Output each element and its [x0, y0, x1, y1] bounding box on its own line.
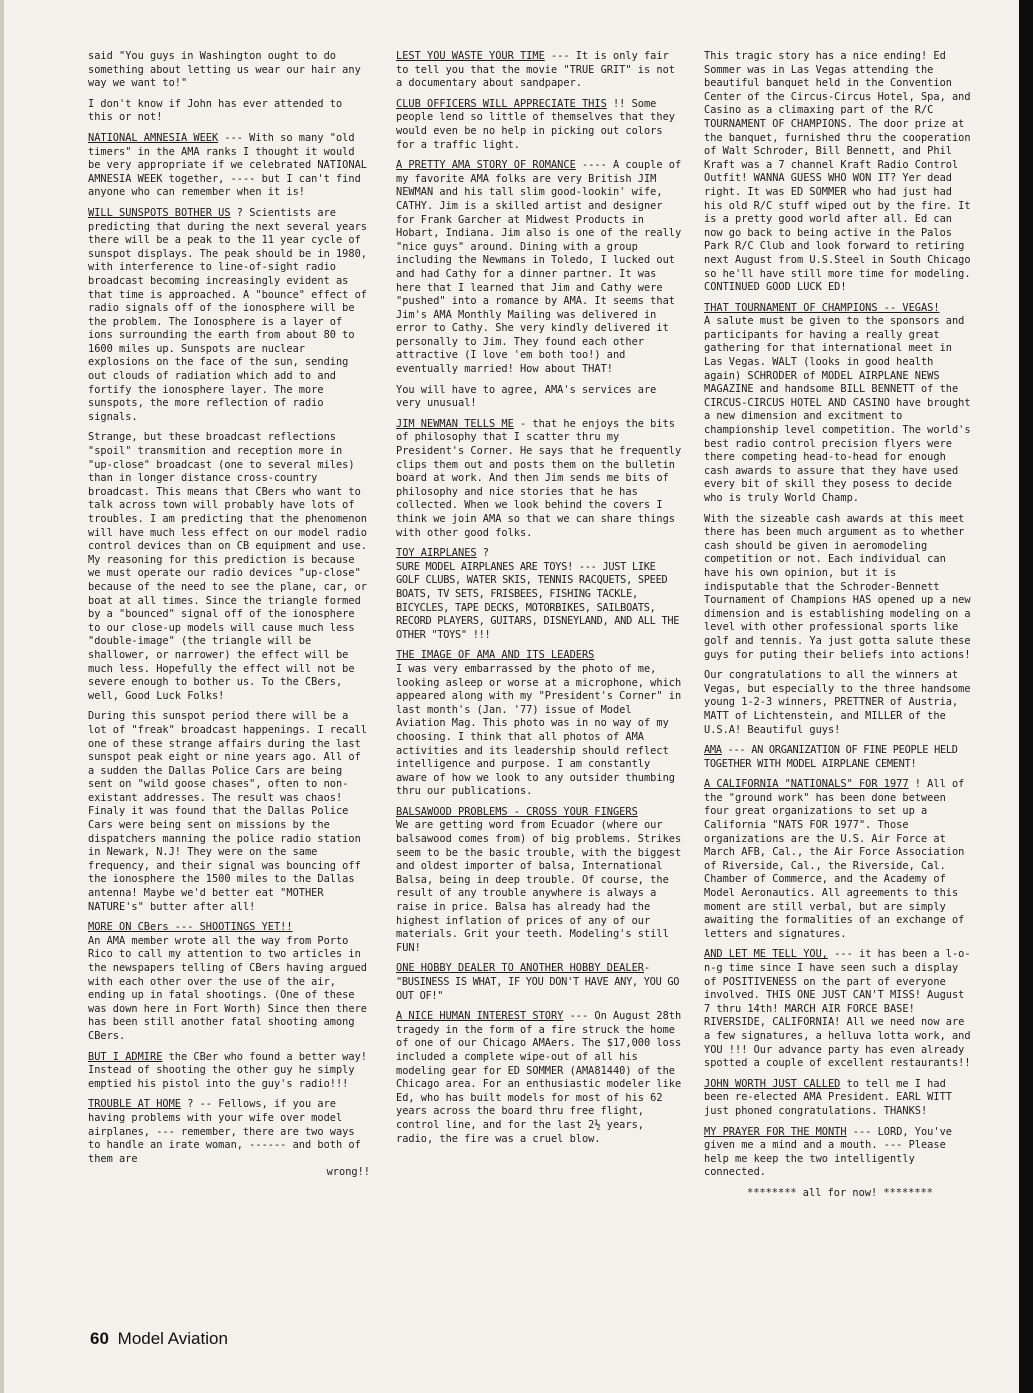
heading-balsawood: BALSAWOOD PROBLEMS - CROSS YOUR FINGERS	[396, 805, 638, 818]
cash-awards-paragraph: With the sizeable cash awards at this meet there has been much argument as to whether cash should be given in aeromodeling competition or not. Each individual can have his own opinion, but it is indisputable that the Schroder-Bennett Tournament of Champions HAS opened up a new dimension and is establishing modeling on a level with other professional sports like golf and tennis. Ya just gotta salute these guys for puting their beliefs into actions!	[704, 512, 971, 661]
toy-airplanes-body: SURE MODEL AIRPLANES ARE TOYS! --- JUST LIKE GOLF CLUBS, WATER SKIS, TENNIS RACQUETS, SPEED BOATS, TV SETS, FRISBEES, FISHING TACKLE, BICYCLES, TAPE DECKS, MOTORBIKES, SAILBOATS, RECORD PLAYERS, GUITARS, DISNEYLAND, AND ALL THE OTHER "TOYS" !!!	[396, 560, 680, 641]
section-amnesia-week	[88, 132, 370, 200]
dallas-police-paragraph: During this sunspot period there will be a lot of "freak" broadcast happenings. I recall one of these strange affairs during the last sunspot peak eight or nine years ago. All of a sudden the Dallas Police Cars are being sent on "wild goose chases", often to non-existant addresses. The result was chaos! Finaly it was found that the Dallas Police Cars were being sent on missions by the dispatchers manning the police radio station in Newark, N.J! They were on the same frequency, and their signal was bouncing off the ionosphere the 1500 miles to the Dallas antenna! Maybe we'd better eat "MOTHER NATURE's" butter after all!	[88, 710, 367, 913]
john-worth-body: to tell me I had been re-elected AMA President. EARL WITT just phoned congratulations. THANKS!	[704, 1077, 952, 1117]
sunspots-body: ? Scientists are predicting that during the next several years there will be a peak to the 11 year cycle of sunspot displays. The peak should be in 1980, with interference to line-of-sight radio broadcast becoming increasingly evident as that time is approached. A "bounce" effect of radio signals off of the ionosphere will be the problem. The Ionosphere is a layer of ions surrounding the earth from about 80 to 1600 miles up. Sunspots are nuclear explosions on the face of the sun, sending out clouds of radiation which add to and fortify the ionosphere layer. The more sunspots, the more reflection of radio signals.	[88, 206, 367, 423]
trouble-at-home-body: ? -- Fellows, if you are having problems with your wife over model airplanes, --- remember, there are two ways to handle an irate woman, ------ and both of them are	[88, 1098, 361, 1165]
human-interest-body: --- On August 28th tragedy in the form of a fire struck the home of one of our Chicago AMAers. The $17,000 loss included a complete wipe-out of all his modeling gear for ED SOMMER (AMA81440) of the Chicago area. For an enthusiastic modeler like Ed, who has built models for most of his 62 years across the board thru free flight, control line, and for the last 2½ years, radio, the fire was a cruel blow.	[396, 1010, 682, 1145]
section-image-of-ama	[396, 649, 682, 799]
admire-cber-body: the CBer who found a better way! Instead of shooting the other guy he simply emptied his pistol into the guy's radio!!!	[88, 1050, 367, 1090]
amnesia-week-body: --- With so many "old timers" in the AMA ranks I thought it would be very appropriate if we celebrated NATIONAL AMNESIA WEEK together, ---- but I can't find anyone who can remember when it is!	[88, 131, 367, 199]
ama-organization-body: --- AN ORGANIZATION OF FINE PEOPLE HELD TOGETHER WITH MODEL AIRPLANE CEMENT!	[704, 744, 958, 770]
tournament-of-champions-body: A salute must be given to the sponsors and participants for having a really great gathering for that international meet in Las Vegas. WALT (looks in good health again) SCHRODER of MODEL AIRPLANE NEWS MAGAZINE and handsome BILL BENNETT of the CIRCUS-CIRCUS HOTEL AND CASINO have brought a new dimension and excitment to championship level competition. The world's best radio control precision flyers were there competing head-to-head for enough cash awards to assure that they have used every bit of skill they posess to decide who is truly World Champ.	[704, 315, 971, 504]
heading-amnesia-week: NATIONAL AMNESIA WEEK	[88, 131, 219, 144]
heading-club-officers: CLUB OFFICERS WILL APPRECIATE THIS	[396, 97, 607, 110]
romance-body: ---- A couple of my favorite AMA folks are very British JIM NEWMAN and his tall slim good-lookin' wife, CATHY. Jim is a skilled artist and designer for Frank Garcher at Midwest Products in Hobart, Indiana. Jim also is one of the really "nice guys" around. Dining with a group including the Newmans in Toledo, I lucked out and had Cathy for a dinner partner. It was here that I learned that Jim and Cathy were "pushed" into a romance by AMA. It seems that Jim's AMA Monthly Mailing was delivered in error to Cathy. She very kindly delivered it personally to Jim. They found each other attractive (I love 'em both too!) and eventually married! How about THAT!	[396, 159, 682, 376]
section-ama-organization	[704, 744, 976, 771]
broadcast-reflections-paragraph: Strange, but these broadcast reflections "spoil" transmition and reception more in "up-close" broadcast (one to several miles) than in longer distance cross-country broadcast. This means that CBers who want to talk across town will probably have lots of troubles. I am predicting that the phenomenon will have much less effect on our model radio control devices than on CB equipment and use. My reasoning for this prediction is because we must operate our radio devices "up-close" because of the need to see the plane, car, or boat at all times. Since the triangle formed by a "bounced" signal off of the ionosphere to our close-up models will cause much less "double-image" (the triangle will be shallower, or narrower) the effect will be much less. Hopefully the effect will not be severe enough to bother us. To the CBers, well, Good Luck Folks!	[88, 431, 367, 702]
section-toy-airplanes	[396, 547, 682, 642]
section-jim-newman	[396, 418, 682, 540]
page-footer	[90, 1329, 228, 1349]
heading-jim-newman: JIM NEWMAN TELLS ME	[396, 417, 514, 430]
attended-paragraph: I don't know if John has ever attended to this or not!	[88, 97, 343, 124]
section-club-officers	[396, 98, 682, 152]
heading-toy-airplanes: TOY AIRPLANES	[396, 547, 477, 560]
heading-tournament-of-champions: THAT TOURNAMENT OF CHAMPIONS -- VEGAS!	[704, 301, 940, 314]
heading-romance: A PRETTY AMA STORY OF ROMANCE	[396, 159, 576, 172]
toy-airplanes-question: ?	[476, 547, 489, 560]
heading-prayer: MY PRAYER FOR THE MONTH	[704, 1125, 847, 1138]
section-cbers-shootings	[88, 921, 370, 1043]
section-balsawood	[396, 806, 682, 956]
hobby-dealer-dash: -	[643, 962, 651, 975]
section-sunspots	[88, 207, 370, 425]
column-right	[704, 50, 976, 1201]
image-of-ama-body: I was very embarrassed by the photo of me, looking asleep or worse at a microphone, which appeared along with my "President's Corner" in last month's (Jan. '77) issue of Model Aviation Mag. This photo was in no way of my choosing. I think that all photos of AMA activities and its leadership should reflect intelligence and purpose. I am constantly aware of how we look to any outsider thumbing thru our publications.	[396, 662, 682, 798]
section-california-nationals	[704, 778, 976, 941]
section-hobby-dealer	[396, 962, 682, 1003]
heading-admire-cber: BUT I ADMIRE	[88, 1050, 163, 1063]
section-admire-cber	[88, 1051, 370, 1092]
heading-john-worth: JOHN WORTH JUST CALLED	[704, 1077, 841, 1090]
heading-image-of-ama: THE IMAGE OF AMA AND ITS LEADERS	[396, 649, 595, 662]
prayer-body: --- LORD, You've given me a mind and a mouth. --- Please help me keep the two intelligently connected.	[704, 1125, 952, 1179]
section-trouble-at-home	[88, 1098, 370, 1180]
cbers-shootings-body: An AMA member wrote all the way from Porto Rico to call my attention to two articles in the newspapers telling of CBers having argued with each other over the use of the air, ending up in fatal shootings. (One of these was down here in Fort Worth) Since then there has been still another fatal shooting among CBers.	[88, 934, 367, 1042]
heading-ama-organization: AMA	[704, 744, 722, 757]
column-middle	[396, 50, 682, 1153]
section-romance	[396, 159, 682, 377]
california-nationals-body: ! All of the "ground work" has been done between four great organizations to set up a California "NATS FOR 1977". Those organizations are the U.S. Air Force at March AFB, Cal., the Air Force Association of Riverside, Cal., the Riverside, Cal. Chamber of Commerce, and the Academy of Model Aeronautics. All agreements to this moment are still verbal, but are simply awaiting the formalities of an exchange of letters and signatures.	[704, 778, 965, 940]
section-john-worth	[704, 1078, 976, 1119]
heading-hobby-dealer: ONE HOBBY DEALER TO ANOTHER HOBBY DEALER	[396, 962, 644, 975]
section-waste-time	[396, 50, 682, 91]
heading-human-interest: A NICE HUMAN INTEREST STORY	[396, 1010, 564, 1023]
agree-paragraph: You will have to agree, AMA's services are very unusual!	[396, 383, 657, 410]
section-let-me-tell-you	[704, 948, 976, 1070]
heading-let-me-tell-you: AND LET ME TELL YOU,	[704, 948, 828, 961]
heading-waste-time: LEST YOU WASTE YOUR TIME	[396, 50, 545, 62]
let-me-tell-you-body: --- it has been a l-o-n-g time since I have seen such a display of POSITIVENESS on the part of everyone involved. THIS ONE JUST CAN'T MISS! August 7 thru 14th! MARCH AIR FORCE BASE! RIVERSIDE, CALIFORNIA! All we need now are a few signatures, a helluva lotta work, and YOU !!! Our advance party has even already spotted a couple of excellent restaurants!!	[704, 948, 971, 1070]
column-left	[88, 50, 370, 1187]
hobby-dealer-quote: "BUSINESS IS WHAT, IF YOU DON'T HAVE ANY, YOU GO OUT OF!"	[396, 976, 680, 1002]
heading-trouble-at-home: TROUBLE AT HOME	[88, 1098, 181, 1111]
waste-time-body: --- It is only fair to tell you that the movie "TRUE GRIT" is not a documentary about sandpaper.	[396, 50, 675, 90]
page-number: 60	[90, 1329, 109, 1348]
jim-newman-body: - that he enjoys the bits of philosophy that I scatter thru my President's Corner. He says that he frequently clips them out and posts them on the bulletin board at work. And then Jim sends me bits of philosophy and nice stories that he has collected. When we look behind the covers I think we join AMA so that we can share things with other good folks.	[396, 417, 682, 539]
section-human-interest	[396, 1010, 682, 1146]
congratulations-paragraph: Our congratulations to all the winners at Vegas, but especially to the three handsome young 1-2-3 winners, PRETTNER of Austria, MATT of Lichtenstein, and MILLER of the U.S.A! Beautiful guys!	[704, 669, 971, 736]
heading-cbers-shootings: MORE ON CBers --- SHOOTINGS YET!!	[88, 921, 293, 934]
section-tournament-of-champions	[704, 302, 976, 506]
balsawood-body: We are getting word from Ecuador (where our balsawood comes from) of big problems. Strikes seem to be the basic trouble, with the biggest and oldest importer of balsa, International Balsa, being in deep trouble. Of course, the result of any trouble anywhere is always a raise in price. Balsa has already had the highest inflation of prices of any of our materials. Grit your teeth. Modeling's still FUN!	[396, 819, 682, 954]
closing-line: ******** all for now! ********	[747, 1186, 933, 1199]
hair-paragraph: said "You guys in Washington ought to do something about letting us wear our hair any way we want to!"	[88, 50, 361, 90]
heading-california-nationals: A CALIFORNIA "NATIONALS" FOR 1977	[704, 778, 909, 791]
section-prayer	[704, 1126, 976, 1180]
club-officers-body: !! Some people lend so little of themselves that they would even be no help in picking out colors for a traffic light.	[396, 97, 675, 151]
trouble-at-home-ending: wrong!!	[326, 1166, 370, 1179]
magazine-title: Model Aviation	[117, 1329, 228, 1348]
tragic-story-paragraph: This tragic story has a nice ending! Ed Sommer was in Las Vegas attending the beautiful banquet held in the Convention Center of the Circus-Circus Hotel, Spa, and Casino as a climaxing part of the R/C TOURNAMENT OF CHAMPIONS. The door prize at the banquet, furnished thru the cooperation of Walt Schroder, Bill Bennett, and Phil Kraft was a 7 channel Kraft Radio Control Outfit! WANNA GUESS WHO WON IT? Yer dead right. It was ED SOMMER who had just had his old R/C stuff wiped out by the fire. It is a pretty good world after all. Ed can now go back to being active in the Palos Park R/C Club and look forward to retiring next August from U.S.Steel in South Chicago so he'll have still more time for modeling. CONTINUED GOOD LUCK ED!	[704, 50, 971, 294]
heading-sunspots: WILL SUNSPOTS BOTHER US	[88, 206, 231, 219]
